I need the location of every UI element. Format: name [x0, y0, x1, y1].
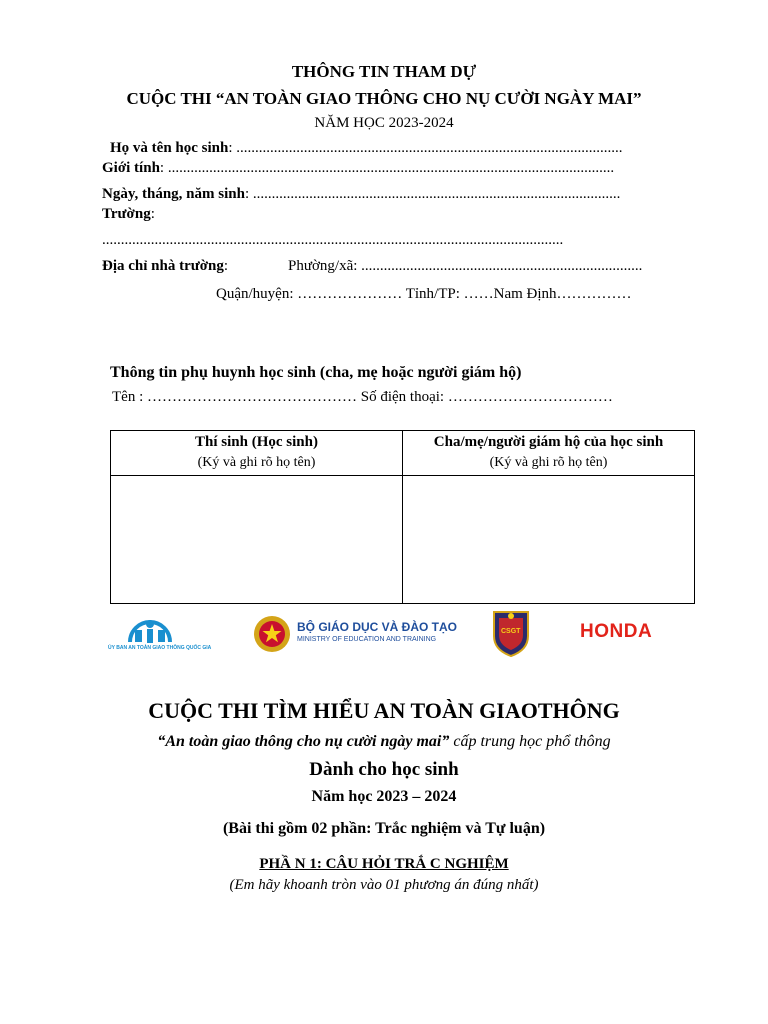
exam-subtitle: [0, 733, 768, 751]
address-line: [102, 258, 228, 275]
school-year: NĂM HỌC 2023-2024: [314, 115, 454, 131]
traffic-safety-committee-logo: [108, 612, 228, 656]
exam-title: CUỘC THI TÌM HIỂU AN TOÀN GIAOTHÔNG: [148, 698, 620, 723]
moet-name-vn: BỘ GIÁO DỤC VÀ ĐÀO TẠO: [297, 620, 458, 634]
committee-logo-text: ỦY BAN AN TOÀN GIAO THÔNG QUỐC GIA: [108, 645, 212, 651]
parent-signature-note: (Ký và ghi rõ họ tên): [489, 455, 608, 470]
part1-instruction: (Em hãy khoanh tròn vào 01 phương án đúng nhất): [229, 877, 539, 893]
gender-field[interactable]: : .......................................................................................................................: [159, 160, 615, 176]
student-signature-box[interactable]: [111, 476, 403, 604]
student-name-field[interactable]: : .......................................................................................................: [228, 140, 623, 156]
school-line: [102, 206, 155, 223]
part1-heading: PHẦ N 1: CÂU HỎI TRẮ C NGHIỆM: [259, 856, 509, 872]
parent-name-phone-field[interactable]: Tên : …………………………………… Số điện thoại: ……………………………: [112, 389, 613, 405]
ward-field[interactable]: Phường/xã: ...........................................................................: [288, 258, 643, 274]
moet-name-en: MINISTRY OF EDUCATION AND TRAINING: [297, 636, 437, 643]
school-label: Trường: [102, 206, 151, 222]
exam-slogan: “An toàn giao thông cho nụ cười ngày mai”: [157, 733, 450, 750]
parent-signature-title: Cha/mẹ/người giám hộ của học sinh: [433, 434, 664, 450]
exam-year: Năm học 2023 – 2024: [311, 788, 457, 805]
address-colon: :: [223, 258, 229, 274]
contest-name: CUỘC THI “AN TOÀN GIAO THÔNG CHO NỤ CƯỜI NGÀY MAI”: [126, 89, 642, 108]
exam-parts-note: (Bài thi gồm 02 phần: Trắc nghiệm và Tự luận): [222, 820, 546, 837]
gender-line: [102, 160, 614, 177]
moet-logo: [252, 612, 458, 656]
district-province-field[interactable]: Quận/huyện: ………………… Tỉnh/TP: ……Nam Định……………: [216, 286, 632, 302]
student-signature-title: Thí sinh (Học sinh): [195, 434, 318, 450]
dob-label: Ngày, tháng, năm sinh: [102, 186, 245, 202]
traffic-police-badge: [490, 606, 532, 658]
gender-label: Giới tính: [102, 160, 160, 176]
parent-signature-header: [403, 431, 695, 476]
exam-level: cấp trung học phổ thông: [449, 733, 611, 750]
address-label: Địa chỉ nhà trường: [102, 258, 224, 274]
honda-logo: HONDA: [580, 621, 653, 642]
national-emblem-icon: [252, 614, 292, 654]
parent-signature-box[interactable]: [403, 476, 695, 604]
dob-line: [102, 186, 620, 203]
police-badge-text: CSGT: [501, 628, 521, 635]
school-colon: :: [150, 206, 155, 222]
parent-heading: Thông tin phụ huynh học sinh (cha, mẹ hoặc người giám hộ): [110, 364, 522, 381]
school-field[interactable]: ...........................................................................................................................: [102, 232, 564, 248]
student-signature-header: [111, 431, 403, 476]
dob-field[interactable]: : ..................................................................................................: [244, 186, 621, 202]
exam-audience: Dành cho học sinh: [309, 759, 459, 780]
student-name-label: Họ và tên học sinh: [110, 140, 229, 156]
student-name-line: [110, 140, 623, 157]
student-signature-note: (Ký và ghi rõ họ tên): [197, 455, 316, 470]
signature-table: [110, 430, 695, 604]
form-title: THÔNG TIN THAM DỰ: [291, 62, 477, 81]
